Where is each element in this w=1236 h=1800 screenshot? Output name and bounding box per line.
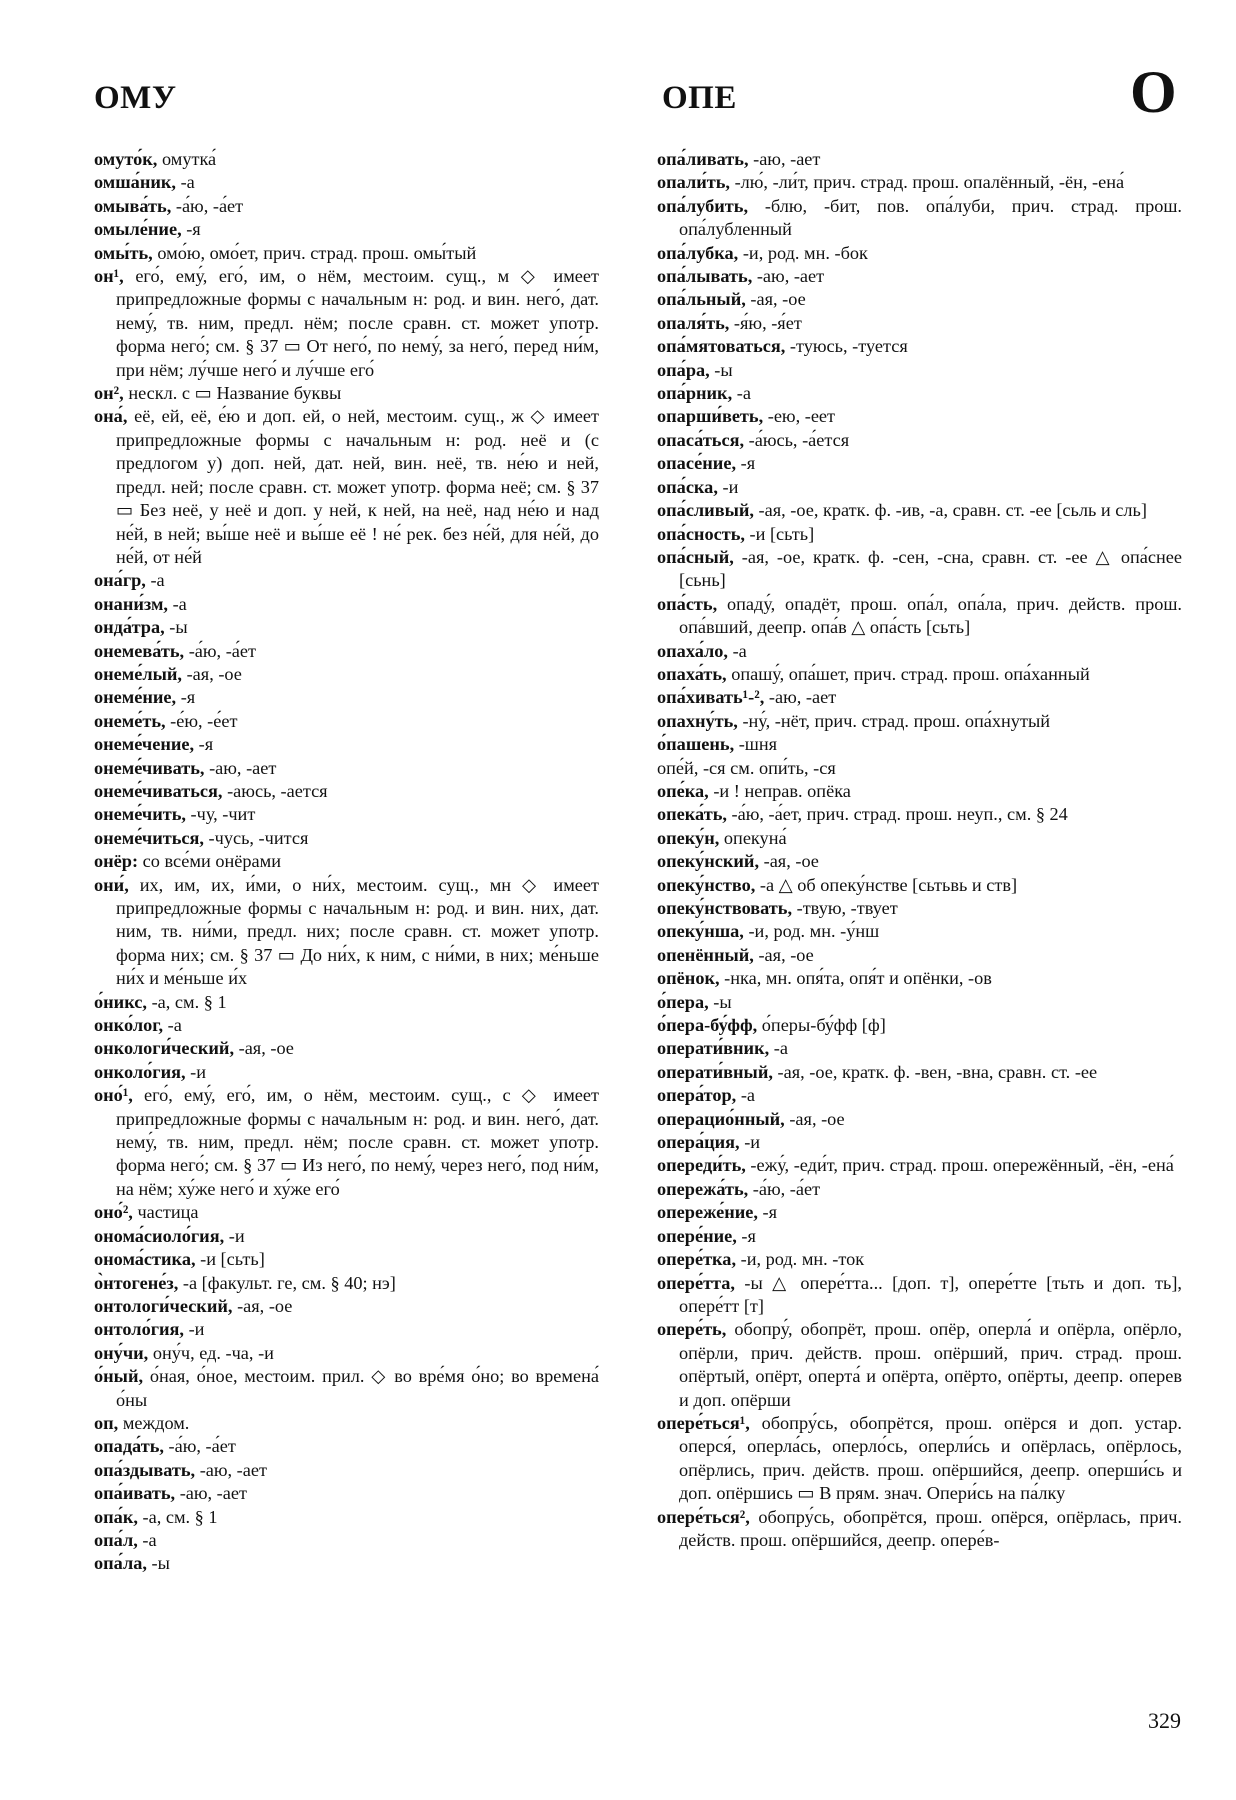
headword: онтоло́гия,	[94, 1319, 185, 1340]
dictionary-entry	[94, 1342, 599, 1365]
headword: о́пашень,	[657, 734, 735, 755]
headword: онеме́ть,	[94, 710, 166, 731]
dictionary-entry	[657, 382, 1182, 405]
entry-text: -я́ю, -я́ет	[733, 312, 802, 333]
headword: онеме́ние,	[94, 687, 177, 708]
entry-text: -а́юсь, -а́ется	[748, 429, 850, 450]
dictionary-entry	[657, 335, 1182, 358]
entry-text: -а	[740, 1085, 756, 1106]
entry-text: -я	[741, 1225, 756, 1246]
headword: опеку́нша,	[657, 921, 744, 942]
dictionary-entry	[657, 1061, 1182, 1084]
dictionary-entry	[657, 242, 1182, 265]
headword: опёнок,	[657, 968, 720, 989]
dictionary-entry	[657, 827, 1182, 850]
entry-text: -туюсь, -туется	[789, 336, 908, 357]
entry-text: -а, см. § 1	[151, 991, 227, 1012]
entry-text: -аю, -ает	[199, 1459, 267, 1480]
running-head-left: ОМУ	[94, 80, 177, 116]
entry-text: -а, см. § 1	[142, 1506, 218, 1527]
headword: опека́ть,	[657, 804, 727, 825]
headword: операти́вный,	[657, 1061, 773, 1082]
entry-text: -и	[744, 1132, 761, 1153]
headword: опере́тка,	[657, 1249, 737, 1270]
dictionary-entry	[657, 1506, 1182, 1553]
dictionary-entry	[94, 757, 599, 780]
entry-text: -ая, -ое, кратк. ф. -сен, -сна, сравн. ст. -ее △ опа́снее [сьнь]	[679, 546, 1182, 591]
entry-text: -а	[142, 1529, 157, 1550]
dictionary-entry	[94, 405, 599, 569]
dictionary-entry	[94, 780, 599, 803]
dictionary-entry	[94, 1014, 599, 1037]
entry-text: -аю, -ает	[179, 1483, 247, 1504]
headword: опере́ть,	[657, 1319, 727, 1340]
entry-text: -и	[722, 476, 739, 497]
dictionary-entry	[657, 944, 1182, 967]
headword: опа́ливать,	[657, 149, 749, 169]
headword: они́,	[94, 874, 129, 895]
entry-text: со все́ми онёрами	[142, 851, 281, 872]
running-head-right: ОПЕ	[662, 80, 737, 116]
entry-text: -и, род. мн. -ток	[740, 1249, 865, 1270]
entry-text: о́перы-бу́фф [ф]	[761, 1015, 886, 1036]
dictionary-entry	[94, 218, 599, 241]
dictionary-entry	[94, 195, 599, 218]
entry-text: -ы △ опере́тта... [доп. т], опере́тте [тьть и доп. ть], опере́тт [т]	[679, 1272, 1183, 1316]
dictionary-entry	[94, 1318, 599, 1341]
headword: оно́²,	[94, 1202, 133, 1223]
dictionary-entry	[94, 148, 599, 171]
entry-text: -аю, -ает	[768, 687, 837, 708]
headword: омша́ник,	[94, 172, 176, 193]
section-letter: О	[1130, 59, 1177, 125]
entry-text: омо́ю, омо́ет, прич. страд. прош. омы́тый	[157, 242, 477, 263]
dictionary-entry	[94, 242, 599, 265]
entry-text: -ая, -ое	[750, 289, 806, 310]
headword: опеку́нский,	[657, 851, 760, 872]
headword: онеме́чивать,	[94, 757, 205, 778]
headword: опа́здывать,	[94, 1459, 196, 1480]
entry-text: -шня	[738, 734, 778, 755]
headword: опа́сть,	[657, 593, 718, 614]
dictionary-entry	[657, 195, 1182, 242]
headword: опа́ивать,	[94, 1483, 176, 1504]
dictionary-entry	[657, 1178, 1182, 1201]
headword: опере́ться¹,	[657, 1412, 750, 1433]
headword: онома́сиоло́гия,	[94, 1225, 225, 1246]
headword: онёр:	[94, 851, 139, 872]
dictionary-entry	[657, 405, 1182, 428]
entry-text: опекуна́	[723, 827, 787, 848]
headword: опа́мятоваться,	[657, 336, 786, 357]
headword: операцио́нный,	[657, 1108, 785, 1129]
dictionary-entry	[94, 710, 599, 733]
dictionary-entry	[657, 710, 1182, 733]
entry-text: -а	[150, 570, 165, 591]
entry-text: её, ей, её, е́ю и доп. ей, о ней, местоим. сущ., ж ◇ имеет припредложные формы с начальным н: род. неё и (с предлогом у) доп. ней, дат. ней, вин. неё, тв. не́ю и ней, предл. ней; после сравн. ст. может употр. форма неё; см. § 37 ▭ Без неё, у неё и доп. у ней, к ней, на неё, над не́ю и над не́й, в ней; вы́ше неё и вы́ше её ! не́ рек. без не́й, для не́й, до не́й, от не́й	[116, 406, 599, 567]
entry-text: -ая, -ое	[186, 663, 242, 684]
entry-text: -и	[190, 1061, 207, 1082]
right-column	[657, 148, 1182, 1552]
entry-text: -а	[773, 1038, 788, 1059]
entry-text: -е́ю, -е́ет	[170, 710, 238, 731]
dictionary-entry	[657, 1248, 1182, 1271]
dictionary-entry	[94, 593, 599, 616]
dictionary-entry	[657, 803, 1182, 826]
left-column	[94, 148, 599, 1576]
entry-text: -а́ю, -а́ет	[188, 640, 257, 661]
dictionary-entry	[657, 1272, 1182, 1319]
dictionary-entry	[657, 1201, 1182, 1224]
headword: опереже́ние,	[657, 1202, 758, 1223]
headword: опа́сливый,	[657, 500, 754, 521]
entry-text: -твую, -твует	[796, 898, 898, 918]
headword: онома́стика,	[94, 1249, 196, 1270]
dictionary-entry	[657, 499, 1182, 522]
headword: опахну́ть,	[657, 710, 738, 731]
entry-text: -а	[736, 383, 751, 404]
dictionary-entry	[657, 288, 1182, 311]
entry-text: -я	[762, 1202, 778, 1223]
dictionary-entry	[657, 1412, 1182, 1506]
dictionary-entry	[657, 546, 1182, 593]
dictionary-entry	[657, 429, 1182, 452]
dictionary-entry	[94, 991, 599, 1014]
entry-text: -ая, -ое	[763, 851, 819, 872]
entry-text: -я	[180, 687, 196, 708]
headword: о́пера-бу́фф,	[657, 1015, 758, 1036]
dictionary-entry	[94, 1084, 599, 1201]
entry-text: -и, род. мн. -у́нш	[748, 921, 880, 942]
headword: о́пера,	[657, 991, 709, 1012]
dictionary-entry	[657, 733, 1182, 756]
entry-text: опе́й, -ся см. опи́ть, -ся	[657, 757, 836, 778]
headword: он²,	[94, 383, 124, 404]
headword: онеме́лый,	[94, 663, 182, 684]
entry-text: его́, ему́, его́, им, о нём, местоим. сущ., с ◇ имеет припредложные формы с начальным н: род. и вин. него́, дат. нему́, тв. ним, предл. нём; после сравн. ст. может употр. форма него́; см. § 37 ▭ Из него́, по нему́, через него́, под ни́м, на нём; ху́же него́ и ху́же его́	[116, 1085, 599, 1199]
entry-text: -а́ю, -а́ет, прич. страд. прош. неуп., см. § 24	[731, 804, 1068, 825]
entry-text: -а́ю, -а́ет	[752, 1178, 821, 1199]
headword: онтологи́ческий,	[94, 1295, 233, 1316]
headword: о́ный,	[94, 1366, 144, 1387]
headword: опа́рник,	[657, 383, 733, 404]
dictionary-entry	[657, 1014, 1182, 1037]
dictionary-entry	[94, 733, 599, 756]
dictionary-entry	[94, 1225, 599, 1248]
headword: онеме́чение,	[94, 734, 195, 755]
dictionary-entry	[94, 265, 599, 382]
entry-text: -а́ю, -а́ет	[168, 1436, 236, 1457]
headword: опа́ра,	[657, 359, 710, 380]
dictionary-entry	[94, 850, 599, 873]
entry-text: -аюсь, -ается	[227, 780, 328, 801]
dictionary-entry	[657, 171, 1182, 194]
headword: онемева́ть,	[94, 640, 185, 661]
headword: омыле́ние,	[94, 219, 182, 240]
headword: опа́ла,	[94, 1553, 147, 1574]
dictionary-entry	[657, 476, 1182, 499]
dictionary-entry	[94, 1272, 599, 1295]
entry-text: -а [факульт. ге, см. § 40; нэ]	[182, 1272, 396, 1293]
entry-text: -а △ об опеку́нстве [сьтьвь и ств]	[759, 874, 1018, 895]
headword: опеку́н,	[657, 827, 720, 848]
dictionary-entry	[94, 1412, 599, 1435]
headword: онеме́чиваться,	[94, 780, 223, 801]
headword: ону́чи,	[94, 1342, 149, 1363]
dictionary-entry	[94, 382, 599, 405]
entry-text: -ая, -ое, кратк. ф. -ив, -а, сравн. ст. -ее [сьль и сль]	[758, 500, 1147, 521]
entry-text: -ы	[151, 1553, 170, 1574]
entry-text: -я	[198, 734, 214, 755]
dictionary-entry	[94, 1529, 599, 1552]
dictionary-entry	[94, 803, 599, 826]
entry-text: -ы	[169, 617, 188, 638]
headword: омуто́к,	[94, 149, 158, 169]
entry-text: ону́ч, ед. -ча, -и	[152, 1342, 274, 1363]
headword: онкологи́ческий,	[94, 1038, 235, 1059]
entry-text: -блю, -бит, пов. опа́луби, прич. страд. прош. опа́лубленный	[679, 195, 1182, 240]
entry-text: -а	[172, 593, 187, 614]
entry-text: -я	[186, 219, 201, 240]
entry-text: их, им, их, и́ми, о ни́х, местоим. сущ., мн ◇ имеет припредложные формы с начальным н: род. и вин. них, дат. ним, тв. ни́ми, предл. них; после сравн. ст. может употр. форма них; см. § 37 ▭ До ни́х, к ним, с ни́ми, в них; ме́ньше ни́х и ме́ньше и́х	[116, 874, 600, 989]
headword: опере́ние,	[657, 1225, 737, 1246]
dictionary-entry	[94, 1365, 599, 1412]
dictionary-entry	[657, 452, 1182, 475]
dictionary-entry	[657, 1131, 1182, 1154]
dictionary-entry	[657, 757, 1182, 780]
headword: оп,	[94, 1412, 119, 1433]
entry-text: -ну́, -нёт, прич. страд. прош. опа́хнутый	[742, 710, 1051, 731]
dictionary-entry	[657, 967, 1182, 990]
headword: опаля́ть,	[657, 312, 730, 333]
entry-text: -а	[732, 640, 747, 661]
headword: опали́ть,	[657, 172, 730, 193]
dictionary-entry	[94, 1201, 599, 1224]
entry-text: -ы	[713, 991, 732, 1012]
dictionary-entry	[94, 1295, 599, 1318]
entry-text: -а́ю, -а́ет	[175, 195, 244, 216]
dictionary-entry	[94, 616, 599, 639]
headword: опе́ка,	[657, 780, 709, 801]
headword: опа́ска,	[657, 476, 718, 497]
entry-text: -чусь, -чится	[208, 827, 309, 848]
entry-text: -и	[228, 1225, 245, 1246]
dictionary-entry	[94, 171, 599, 194]
headword: опа́сность,	[657, 523, 745, 544]
entry-text: -и [сьть]	[749, 523, 815, 544]
dictionary-entry	[657, 640, 1182, 663]
dictionary-entry	[94, 827, 599, 850]
headword: опере́ться²,	[657, 1506, 750, 1527]
dictionary-entry	[94, 1482, 599, 1505]
headword: опасе́ние,	[657, 453, 737, 474]
headword: опера́ция,	[657, 1132, 740, 1153]
entry-text: -а	[167, 1015, 182, 1036]
entry-text: -ежу́, -еди́т, прич. страд. прош. опережённый, -ён, -ена́	[750, 1155, 1174, 1176]
dictionary-entry	[657, 686, 1182, 709]
entry-text: -ы	[714, 359, 733, 380]
entry-text: -и [сьть]	[200, 1249, 265, 1270]
dictionary-entry	[657, 359, 1182, 382]
dictionary-entry	[94, 686, 599, 709]
dictionary-entry	[657, 1084, 1182, 1107]
headword: он¹,	[94, 266, 124, 287]
dictionary-entry	[657, 523, 1182, 546]
headword: опера́тор,	[657, 1085, 737, 1106]
entry-text: -ая, -ое	[789, 1108, 845, 1129]
entry-text: -нка, мн. опя́та, опя́т и опёнки, -ов	[724, 968, 992, 989]
dictionary-entry	[94, 1506, 599, 1529]
dictionary-entry	[94, 640, 599, 663]
headword: оно́¹,	[94, 1085, 133, 1106]
dictionary-entry	[94, 1552, 599, 1575]
entry-text: нескл. с ▭ Название буквы	[128, 383, 342, 404]
entry-text: -чу, -чит	[190, 804, 256, 825]
dictionary-entry	[657, 991, 1182, 1014]
headword: опа́л,	[94, 1529, 138, 1550]
entry-text: опашу́, опа́шет, прич. страд. прош. опа́ханный	[731, 663, 1090, 684]
entry-text: -ая, -ое	[758, 944, 814, 965]
headword: опаса́ться,	[657, 429, 745, 450]
headword: опа́лубка,	[657, 242, 739, 263]
headword: онани́зм,	[94, 593, 168, 614]
entry-text: опаду́, опадёт, прош. опа́л, опа́ла, прич. действ. прош. опа́вший, деепр. опа́в △ опа́сть [сьть]	[679, 593, 1182, 638]
entry-text: -и	[188, 1319, 205, 1340]
dictionary-entry	[657, 1037, 1182, 1060]
entry-text: -ая, -ое	[238, 1038, 294, 1059]
headword: опеку́нство,	[657, 874, 756, 895]
entry-text: -ая, -ое	[237, 1295, 293, 1316]
dictionary-entry	[657, 780, 1182, 803]
headword: опереди́ть,	[657, 1155, 746, 1176]
entry-text: междом.	[122, 1412, 190, 1433]
entry-text: -аю, -ает	[753, 149, 821, 169]
dictionary-entry	[94, 1061, 599, 1084]
dictionary-entry	[657, 148, 1182, 171]
dictionary-entry	[657, 1225, 1182, 1248]
entry-text: -аю, -ает	[756, 266, 825, 287]
dictionary-entry	[657, 1318, 1182, 1412]
headword: опаха́ть,	[657, 663, 727, 684]
dictionary-entry	[657, 850, 1182, 873]
headword: опережа́ть,	[657, 1178, 749, 1199]
dictionary-entry	[94, 663, 599, 686]
entry-text: частица	[137, 1202, 199, 1223]
entry-text: -и ! неправ. опёка	[713, 780, 851, 801]
headword: онеме́чить,	[94, 804, 186, 825]
headword: опенённый,	[657, 944, 754, 965]
headword: она́,	[94, 406, 128, 427]
entry-text: -и, род. мн. -бок	[742, 242, 868, 263]
dictionary-entry	[657, 1154, 1182, 1177]
entry-text: -ая, -ое, кратк. ф. -вен, -вна, сравн. ст. -ее	[777, 1061, 1098, 1082]
headword: опа́хивать¹‑²,	[657, 687, 765, 708]
entry-text: -аю, -ает	[209, 757, 277, 778]
entry-text: -я	[740, 453, 756, 474]
entry-text: омутка́	[161, 149, 217, 169]
dictionary-entry	[94, 1037, 599, 1060]
headword: опере́тта,	[657, 1272, 735, 1293]
headword: опеку́нствовать,	[657, 898, 793, 918]
headword: о́никс,	[94, 991, 147, 1012]
dictionary-entry	[657, 312, 1182, 335]
headword: опа́сный,	[657, 546, 734, 567]
headword: она́гр,	[94, 570, 146, 591]
headword: опарши́веть,	[657, 406, 764, 427]
headword: опаха́ло,	[657, 640, 728, 661]
entry-text: обопру́сь, обопрётся, прош. опёрся, опёрлась, прич. действ. прош. опёршийся, деепр. опере́в-	[679, 1506, 1183, 1550]
dictionary-entry	[94, 874, 599, 991]
dictionary-entry	[657, 1108, 1182, 1131]
headword: онколо́гия,	[94, 1061, 186, 1082]
headword: онко́лог,	[94, 1015, 164, 1036]
page-number: 329	[1148, 1708, 1181, 1733]
headword: опада́ть,	[94, 1436, 164, 1457]
entry-text: -ею, -еет	[767, 406, 836, 427]
headword: опа́лывать,	[657, 266, 753, 287]
headword: омы́ть,	[94, 242, 153, 263]
entry-text: -а	[180, 172, 195, 193]
dictionary-entry	[94, 1435, 599, 1458]
dictionary-entry	[657, 897, 1182, 920]
dictionary-entry	[94, 1459, 599, 1482]
entry-text: обопру́, обопрёт, прош. опёр, оперла́ и опёрла, опёрло, опёрли, прич. действ. прош. опёрший, прич. страд. прош. опёртый, опёрт, оперта́ и опёрта, опёрто, опёрты, деепр. оперев и доп. опёрши	[679, 1319, 1182, 1410]
headword: онда́тра,	[94, 617, 165, 638]
headword: опа́к,	[94, 1506, 138, 1527]
headword: омыва́ть,	[94, 195, 172, 216]
dictionary-entry	[94, 569, 599, 592]
headword: опа́лубить,	[657, 195, 749, 216]
dictionary-entry	[657, 265, 1182, 288]
entry-text: обопру́сь, обопрётся, прош. опёрся и доп. устар. оперся́, оперла́сь, оперло́сь, оперли́сь и опёрлась, опёрлось, опёрлись, прич. действ. прош. опёршийся, деепр. оперши́сь и доп. опёршись ▭ В прям. знач. Опери́сь на па́лку	[679, 1412, 1182, 1504]
dictionary-entry	[657, 874, 1182, 897]
dictionary-entry	[657, 663, 1182, 686]
entry-text: его́, ему́, его́, им, о нём, местоим. сущ., м ◇ имеет припредложные формы с начальным н: род. и вин. него́, дат. нему́, тв. ним, предл. нём; после сравн. ст. может употр. форма него́; см. § 37 ▭ От него́, по нему́, за него́, перед ни́м, при нём; лу́чше него́ и лу́чше его́	[116, 266, 599, 380]
dictionary-entry	[657, 920, 1182, 943]
headword: опа́льный,	[657, 289, 746, 310]
dictionary-entry	[657, 593, 1182, 640]
dictionary-entry	[94, 1248, 599, 1271]
headword: о̀нтогене́з,	[94, 1272, 179, 1293]
entry-text: о́ная, о́ное, местоим. прил. ◇ во вре́мя о́но; во времена́ о́ны	[116, 1366, 599, 1410]
entry-text: -лю́, -ли́т, прич. страд. прош. опалённый, -ён, -ена́	[734, 172, 1125, 193]
headword: операти́вник,	[657, 1038, 770, 1059]
headword: онеме́читься,	[94, 827, 204, 848]
